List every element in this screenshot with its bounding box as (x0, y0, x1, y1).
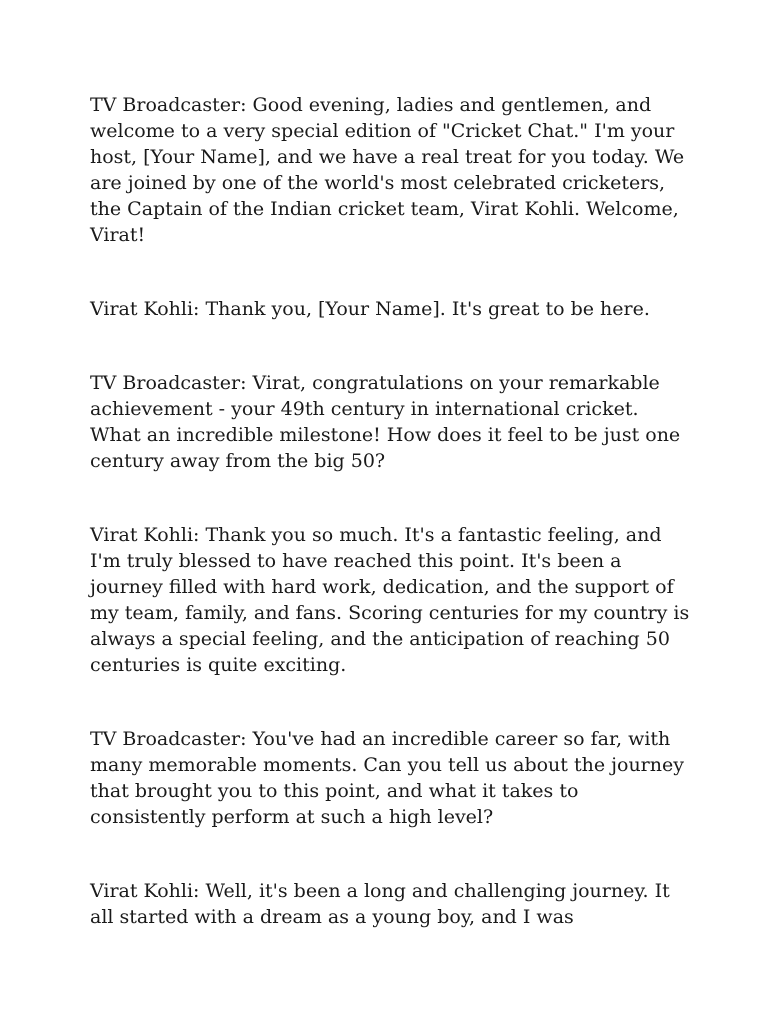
paragraph-broadcaster-intro: TV Broadcaster: Good evening, ladies and gentlemen, and welcome to a very special edition of "Cricket Chat." I'm your host, [Your Name], and we have a real treat for you today. We are joined by one of the world's most celebrated cricketers, the Captain of the Indian cricket team, Virat Kohli. Welcome, Virat! (90, 94, 685, 246)
paragraph-kohli-journey: Virat Kohli: Well, it's been a long and challenging journey. It all started with a dream as a young boy, and I was (90, 880, 670, 928)
paragraph-kohli-thanks: Virat Kohli: Thank you, [Your Name]. It's great to be here. (90, 298, 650, 320)
document-page (90, 92, 690, 978)
paragraph-kohli-feeling: Virat Kohli: Thank you so much. It's a fantastic feeling, and I'm truly blessed to have reached this point. It's been a journey filled with hard work, dedication, and the support of my team, family, and fans. Scoring centuries for my country is always a special feeling, and the anticipation of reaching 50 centuries is quite exciting. (90, 524, 690, 676)
paragraph-broadcaster-congrats: TV Broadcaster: Virat, congratulations on your remarkable achievement - your 49th century in international cricket. What an incredible milestone! How does it feel to be just one century away from the big 50? (90, 372, 681, 472)
paragraph-broadcaster-journey: TV Broadcaster: You've had an incredible career so far, with many memorable moments. Can you tell us about the journey that brought you to this point, and what it takes to consistently perform at such a high level? (90, 728, 684, 828)
